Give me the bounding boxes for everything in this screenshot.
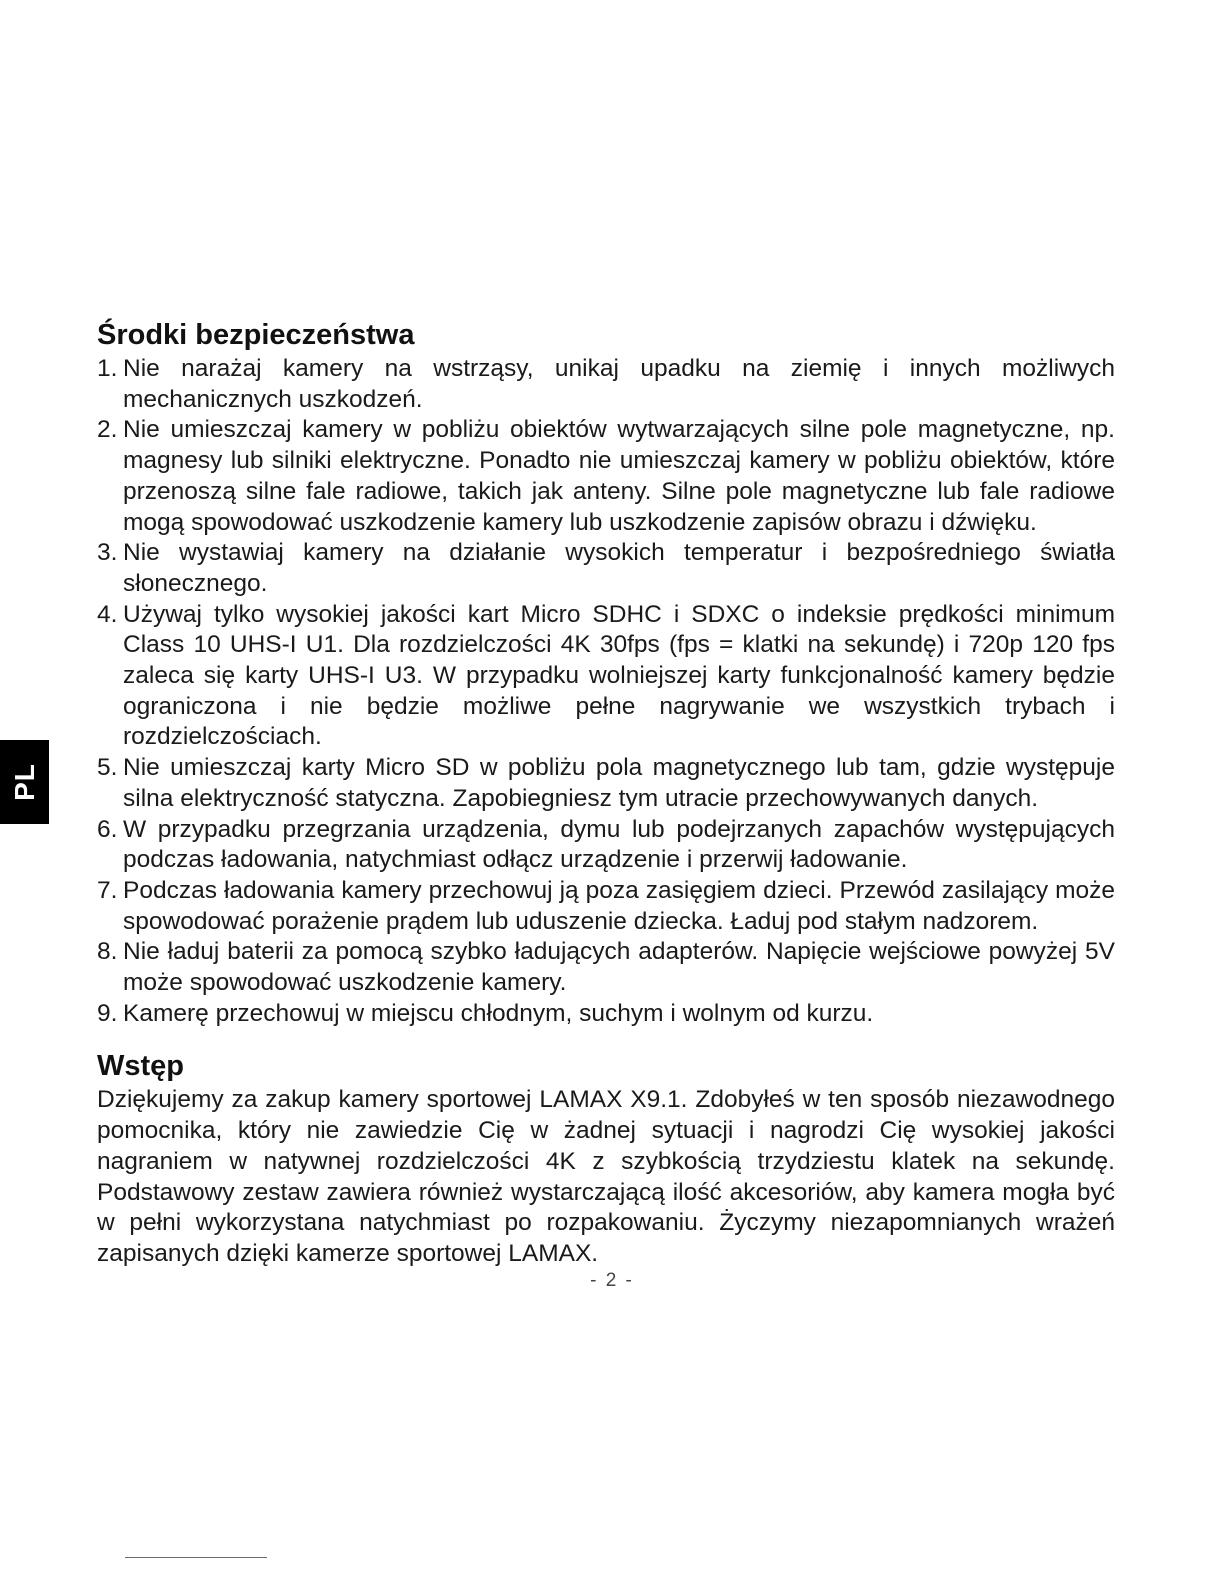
list-item-number: 6. xyxy=(97,815,118,843)
safety-heading: Środki bezpieczeństwa xyxy=(97,319,415,351)
list-item-number: 1. xyxy=(97,355,118,382)
list-item xyxy=(97,876,1115,937)
list-item xyxy=(97,999,1115,1030)
list-item-text: Nie umieszczaj karty Micro SD w pobliżu pola magnetycznego lub tam, gdzie występuje silna elektryczność statyczna. Zapobiegniesz tym utracie przechowywanych danych. xyxy=(123,754,1115,812)
list-item-text: Kamerę przechowuj w miejscu chłodnym, suchym i wolnym od kurzu. xyxy=(123,999,874,1027)
list-item-number: 5. xyxy=(97,754,118,782)
intro-paragraph: Dziękujemy za zakup kamery sportowej LAMAX X9.1. Zdobyłeś w ten sposób niezawodnego pomocnika, który nie zawiedzie Cię w żadnej sytuacji i nagrodzi Cię wysokiej jakości nagraniem w natywnej rozdzielczości 4K z szybkością trzydziestu klatek na sekundę. Podstawowy zestaw zawiera również wystarczającą ilość akcesoriów, aby kamera mogła być w pełni wykorzystana natychmiast po rozpakowaniu. Życzymy niezapomnianych wrażeń zapisanych dzięki kamerze sportowej LAMAX. xyxy=(97,1086,1115,1267)
list-item-number: 2. xyxy=(97,416,118,444)
list-item-text: Nie wystawiaj kamery na działanie wysokich temperatur i bezpośredniego światła słonecznego. xyxy=(123,539,1115,597)
language-tab xyxy=(0,740,49,824)
list-item-text: Podczas ładowania kamery przechowuj ją poza zasięgiem dzieci. Przewód zasilający może spowodować porażenie prądem lub uduszenie dziecka. Ładuj pod stałym nadzorem. xyxy=(123,876,1115,935)
list-item xyxy=(97,354,1115,415)
list-item xyxy=(97,937,1115,998)
list-item-text: Nie narażaj kamery na wstrząsy, unikaj upadku na ziemię i innych możliwych mechanicznych uszkodzeń. xyxy=(123,355,1115,413)
page-content xyxy=(97,316,1115,1270)
page-number: - 2 - xyxy=(590,1270,634,1291)
list-item xyxy=(97,538,1115,599)
section-spacer xyxy=(97,1029,1115,1047)
list-item-text: Używaj tylko wysokiej jakości kart Micro SDHC i SDXC o indeksie prędkości minimum Class 10 UHS-I U1. Dla rozdzielczości 4K 30fps (fps = klatki na sekundę) i 720p 120 fps zaleca się karty UHS-I U3. W przypadku wolniejszej karty funkcjonalność kamery będzie ograniczona i nie będzie możliwe pełne nagrywanie we wszystkich trybach i rozdzielczościach. xyxy=(123,600,1115,751)
list-item-number: 3. xyxy=(97,539,118,567)
list-item-text: W przypadku przegrzania urządzenia, dymu lub podejrzanych zapachów występujących podczas ładowania, natychmiast odłącz urządzenie i przerwij ładowanie. xyxy=(123,815,1115,874)
language-tab-label: PL xyxy=(8,763,40,801)
list-item xyxy=(97,815,1115,876)
safety-list xyxy=(97,354,1115,1029)
list-item-text: Nie umieszczaj kamery w pobliżu obiektów wytwarzających silne pole magnetyczne, np. magnesy lub silniki elektryczne. Ponadto nie umieszczaj kamery w pobliżu obiektów, które przenoszą silne fale radiowe, takich jak anteny. Silne pole magnetyczne lub fale radiowe mogą spowodować uszkodzenie kamery lub uszkodzenie zapisów obrazu i dźwięku. xyxy=(123,416,1115,536)
list-item xyxy=(97,415,1115,538)
list-item-number: 8. xyxy=(97,938,118,966)
list-item xyxy=(97,600,1115,754)
list-item xyxy=(97,753,1115,814)
intro-heading: Wstęp xyxy=(97,1050,184,1083)
list-item-number: 4. xyxy=(97,600,118,628)
list-item-number: 7. xyxy=(97,876,118,904)
list-item-number: 9. xyxy=(97,999,118,1027)
list-item-text: Nie ładuj baterii za pomocą szybko ładujących adapterów. Napięcie wejściowe powyżej 5V może spowodować uszkodzenie kamery. xyxy=(123,938,1115,997)
footnote-divider xyxy=(125,1557,267,1558)
